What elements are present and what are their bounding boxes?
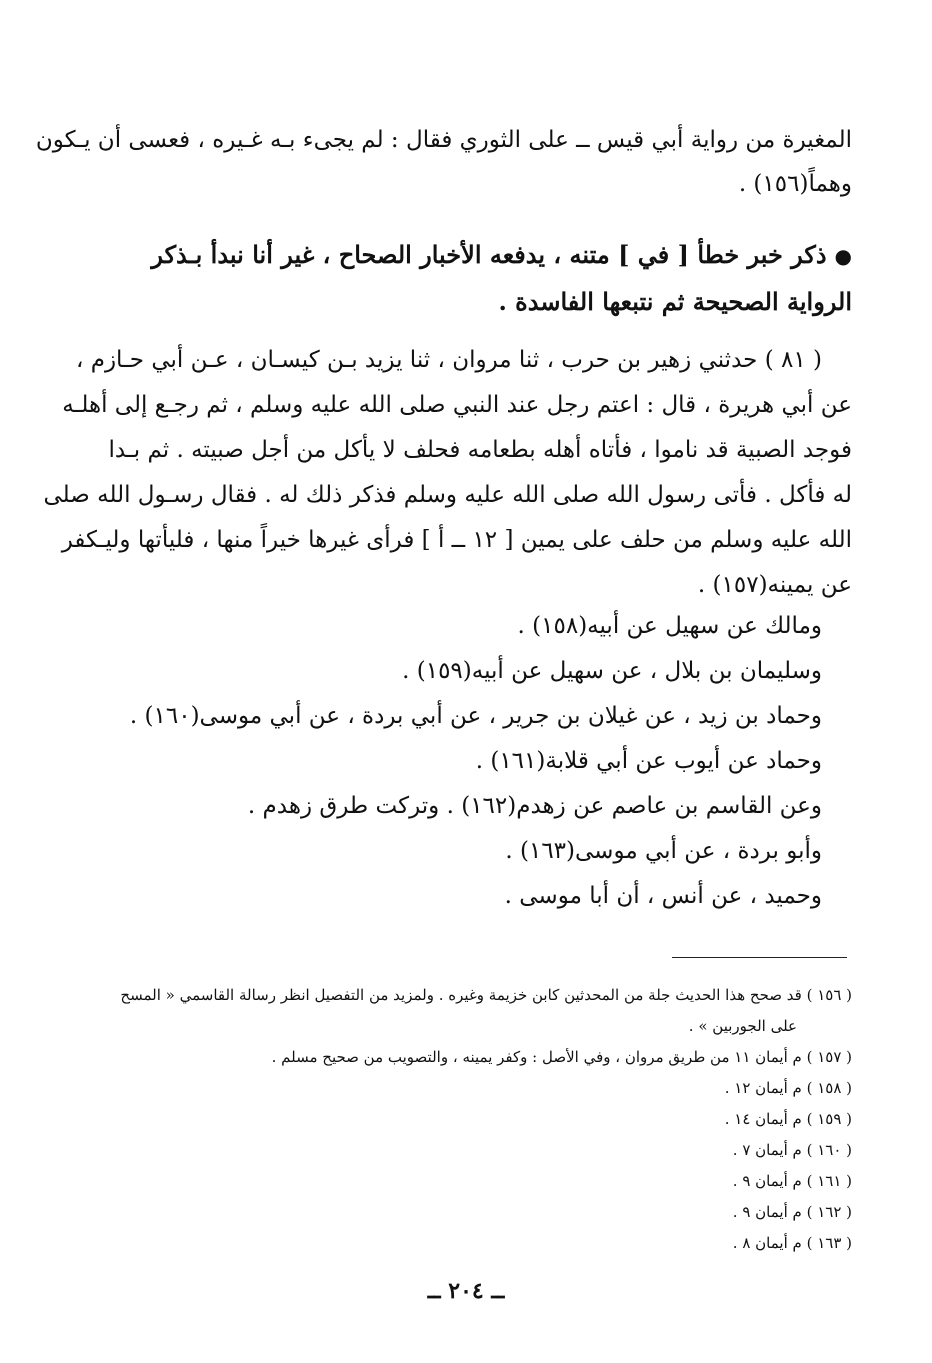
chain-line: وعن القاسم بن عاصم عن زهدم(١٦٢) . وتركت طرق زهدم . [247, 793, 822, 819]
footnote-163: ( ١٦٣ ) م أيمان ٨ . [732, 1234, 852, 1252]
chain-line: وأبو بردة ، عن أبي موسى(١٦٣) . [505, 838, 822, 864]
bullet-icon: ● [834, 244, 852, 268]
footnote-162: ( ١٦٢ ) م أيمان ٩ . [732, 1203, 852, 1221]
footnote-separator [672, 957, 847, 958]
text-line: عن أبي هريرة ، قال : اعتم رجل عند النبي صلى الله عليه وسلم ، ثم رجـع إلى أهلـه [62, 392, 852, 418]
footnote-156: ( ١٥٦ ) قد صحح هذا الحديث جلة من المحدثين كابن خزيمة وغيره . ولمزيد من التفصيل انظر رسالة القاسمي « المسح [120, 986, 852, 1004]
heading-line: الرواية الصحيحة ثم نتبعها الفاسدة . [498, 287, 852, 316]
footnote-159: ( ١٥٩ ) م أيمان ١٤ . [724, 1110, 852, 1128]
chain-line: وسليمان بن بلال ، عن سهيل عن أبيه(١٥٩) . [402, 658, 822, 684]
chain-line: وحماد عن أيوب عن أبي قلابة(١٦١) . [475, 748, 822, 774]
section-heading [135, 232, 852, 325]
text-line: ( ٨١ ) حدثني زهير بن حرب ، ثنا مروان ، ثنا يزيد بـن كيسـان ، عـن أبي حـازم ، [75, 347, 822, 373]
chain-line: وحميد ، عن أنس ، أن أبا موسى . [504, 883, 822, 909]
footnotes [120, 980, 852, 1259]
chain-line: وحماد بن زيد ، عن غيلان بن جرير ، عن أبي بردة ، عن أبي موسى(١٦٠) . [129, 703, 822, 729]
text-line: وهماً(١٥٦) . [738, 171, 852, 197]
heading-line [135, 232, 852, 279]
text-line: فوجد الصبية قد ناموا ، فأتاه أهله بطعامه فحلف لا يأكل من أجل صبيته . ثم بـدا [108, 437, 852, 463]
page-number: ــ ٢٠٤ ــ [427, 1278, 505, 1304]
chain-line: ومالك عن سهيل عن أبيه(١٥٨) . [517, 613, 822, 639]
footnote-156-continued: على الجوربين » . [688, 1017, 797, 1035]
text-line: له فأكل . فأتى رسول الله صلى الله عليه وسلم فذكر ذلك له . فقال رسـول الله صلى [43, 482, 852, 508]
heading-text: ذكر خبر خطأ [ في ] متنه ، يدفعه الأخبار الصحاح ، غير أنا نبدأ بـذكر [151, 240, 827, 269]
footnote-157: ( ١٥٧ ) م أيمان ١١ من طريق مروان ، وفي الأصل : وكفر يمينه ، والتصويب من صحيح مسلم . [271, 1048, 852, 1066]
footnote-158: ( ١٥٨ ) م أيمان ١٢ . [724, 1079, 852, 1097]
narration-chains [129, 604, 852, 919]
hadith-81-paragraph [43, 338, 852, 608]
footnote-160: ( ١٦٠ ) م أيمان ٧ . [732, 1141, 852, 1159]
text-line: الله عليه وسلم من حلف على يمين [ ١٢ ــ أ ] فرأى غيرها خيراً منها ، فليأتها وليـكفر [61, 527, 852, 553]
intro-paragraph [35, 118, 852, 206]
text-line: المغيرة من رواية أبي قيس ــ على الثوري فقال : لم يجىء بـه غـيره ، فعسى أن يـكون [35, 127, 852, 153]
footnote-161: ( ١٦١ ) م أيمان ٩ . [732, 1172, 852, 1190]
text-line: عن يمينه(١٥٧) . [697, 572, 852, 598]
